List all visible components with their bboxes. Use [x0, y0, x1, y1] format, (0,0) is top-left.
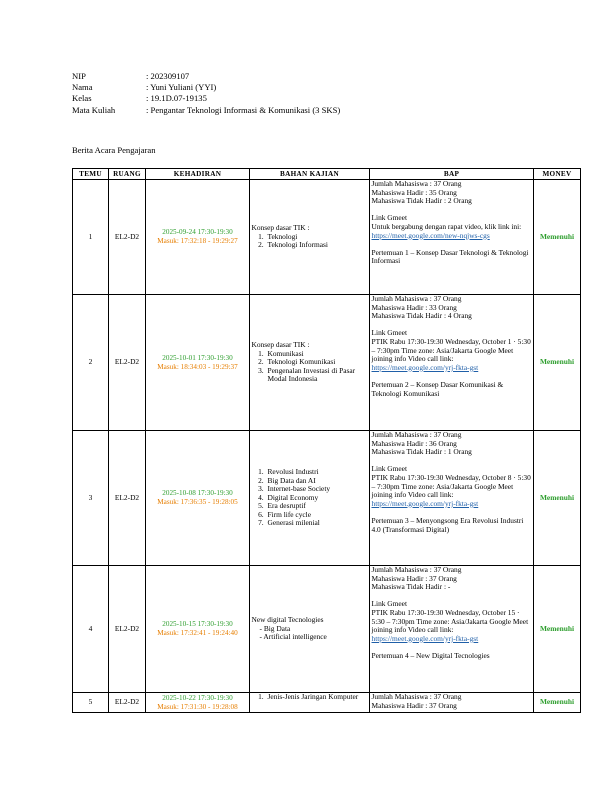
pertemuan-text: Pertemuan 4 – New Digital Tecnologies — [371, 650, 490, 660]
bap-cell — [370, 431, 534, 566]
bap-line: Mahasiswa Hadir : 36 Orang — [371, 438, 457, 448]
jadwal-text: 2025-09-24 17:30-19:30 — [162, 228, 233, 237]
bahan-intro: Konsep dasar TIK : — [251, 340, 310, 350]
monev-cell: Memenuhi — [534, 295, 581, 431]
bahan-kajian-cell — [250, 693, 370, 713]
bahan-kajian-cell — [250, 180, 370, 295]
bap-line: Jumlah Mahasiswa : 37 Orang — [371, 179, 462, 188]
list-item: 1. Teknologi — [266, 233, 368, 242]
nama-label: Nama — [72, 82, 93, 93]
table-row — [73, 693, 581, 713]
bahan-list — [252, 233, 368, 250]
list-item: 1. Revolusi Industri — [266, 468, 368, 477]
bap-line: Mahasiswa Hadir : 37 Orang — [371, 573, 457, 583]
link-description — [372, 223, 532, 240]
table-header-row — [73, 169, 581, 180]
link-desc-text: PTIK Rabu 17:30-19:30 Wednesday, October 15 · 5:30 – 7:30pm Time zone: Asia/Jakarta Google Meet joining info Video call link: — [371, 607, 529, 635]
header-temu: TEMU — [73, 169, 109, 180]
kelas-row — [72, 93, 340, 104]
link-description — [372, 609, 532, 643]
masuk-text: Masuk: 17:36:35 - 19:28:05 — [157, 498, 238, 506]
jadwal-text: 2025-10-08 17:30-19:30 — [162, 489, 233, 498]
bahan-list — [252, 693, 368, 702]
section-title: Berita Acara Pengajaran — [72, 145, 156, 155]
header-bap: BAP — [370, 169, 534, 180]
link-title: Link Gmeet — [371, 599, 408, 609]
list-item: - Artificial intelligence — [260, 633, 368, 642]
table-row — [73, 431, 581, 566]
link-description — [372, 474, 532, 508]
kelas-value: : 19.1D.07-19135 — [146, 93, 207, 104]
course-info — [72, 71, 340, 116]
link-title: Link Gmeet — [371, 328, 408, 338]
list-item: - Big Data — [260, 625, 368, 634]
link-desc-text: PTIK Rabu 17:30-19:30 Wednesday, October 1 · 5:30 – 7:30pm Time zone: Asia/Jakarta Google Meet joining info Video call link: — [371, 336, 531, 364]
bahan-kajian-cell — [250, 295, 370, 431]
table-row — [73, 566, 581, 693]
bap-line: Mahasiswa Tidak Hadir : 1 Orang — [371, 447, 472, 457]
list-item: 1. Jenis-Jenis Jaringan Komputer — [266, 693, 368, 702]
meet-link[interactable]: https://meet.google.com/yrj-fkta-gst — [371, 362, 479, 372]
link-title: Link Gmeet — [371, 213, 408, 223]
kehadiran-cell — [146, 180, 250, 295]
ruang-cell: EL2-D2 — [109, 180, 146, 295]
list-item: 3. Pengenalan Investasi di Pasar Modal Indonesia — [266, 367, 368, 384]
table-row — [73, 295, 581, 431]
nip-row — [72, 71, 340, 82]
masuk-text: Masuk: 17:31:30 - 19:28:08 — [157, 702, 238, 711]
header-ruang: RUANG — [109, 169, 146, 180]
link-desc-text: PTIK Rabu 17:30-19:30 Wednesday, October 8 · 5:30 – 7:30pm Time zone: Asia/Jakarta Google Meet joining info Video call link: — [371, 472, 531, 500]
bap-line: Jumlah Mahasiswa : 37 Orang — [371, 294, 462, 303]
bahan-kajian-cell — [250, 431, 370, 566]
monev-cell: Memenuhi — [534, 180, 581, 295]
jadwal-text: 2025-10-22 17:30-19:30 — [162, 693, 233, 702]
bap-line: Jumlah Mahasiswa : 37 Orang — [371, 565, 462, 574]
ruang-cell: EL2-D2 — [109, 693, 146, 713]
header-bahan-kajian: BAHAN KAJIAN — [250, 169, 370, 180]
mata-kuliah-row — [72, 105, 340, 116]
list-item: 5. Era desruptif — [266, 502, 368, 511]
kehadiran-cell — [146, 295, 250, 431]
header-monev: MONEV — [534, 169, 581, 180]
link-title: Link Gmeet — [371, 464, 408, 474]
bap-cell — [370, 566, 534, 693]
list-item: 3. Internet-base Society — [266, 485, 368, 494]
bahan-intro: New digital Tecnologies — [251, 615, 324, 625]
bap-line: Jumlah Mahasiswa : 37 Orang — [371, 692, 462, 701]
list-item: 6. Firm life cycle — [266, 511, 368, 520]
bap-table — [72, 168, 581, 713]
list-item: 4. Digital Economy — [266, 494, 368, 503]
nip-label: NIP — [72, 71, 86, 81]
bap-line: Jumlah Mahasiswa : 37 Orang — [371, 430, 462, 439]
ruang-cell: EL2-D2 — [109, 295, 146, 431]
nip-value: : 202309107 — [146, 71, 190, 81]
bahan-list — [252, 468, 368, 528]
bahan-intro: Konsep dasar TIK : — [251, 223, 310, 233]
bap-cell — [370, 693, 534, 713]
kehadiran-cell — [146, 566, 250, 693]
meet-link[interactable]: https://meet.google.com/yrj-fkta-gst — [371, 633, 479, 643]
monev-cell: Memenuhi — [534, 693, 581, 713]
pertemuan-text: Pertemuan 3 – Menyongsong Era Revolusi Industri 4.0 (Transformasi Digital) — [371, 515, 524, 534]
bap-line: Mahasiswa Hadir : 33 Orang — [371, 302, 457, 312]
kehadiran-cell — [146, 431, 250, 566]
kehadiran-cell — [146, 693, 250, 713]
ruang-cell: EL2-D2 — [109, 431, 146, 566]
temu-cell: 2 — [73, 295, 109, 431]
mata-kuliah-label: Mata Kuliah — [72, 104, 116, 115]
bap-cell — [370, 180, 534, 295]
masuk-text: Masuk: 17:32:18 - 19:29:27 — [157, 237, 238, 245]
temu-cell: 4 — [73, 566, 109, 693]
jadwal-text: 2025-10-01 17:30-19:30 — [162, 353, 233, 362]
bap-line: Mahasiswa Hadir : 35 Orang — [371, 187, 457, 197]
monev-cell: Memenuhi — [534, 431, 581, 566]
monev-cell: Memenuhi — [534, 566, 581, 693]
bahan-list — [252, 350, 368, 384]
meet-link[interactable]: https://meet.google.com/new-nqjws-cgs — [371, 230, 490, 240]
meet-link[interactable]: https://meet.google.com/yrj-fkta-gst — [371, 498, 479, 508]
nama-value: : Yuni Yuliani (YYI) — [146, 82, 217, 93]
pertemuan-text: Pertemuan 1 – Konsep Dasar Teknologi & Teknologi Informasi — [371, 247, 529, 266]
kelas-label: Kelas — [72, 93, 92, 104]
list-item: 1. Komunikasi — [266, 350, 368, 359]
list-item: 2. Big Data dan AI — [266, 477, 368, 486]
temu-cell: 5 — [73, 693, 109, 713]
masuk-text: Masuk: 17:32:41 - 19:24:40 — [157, 629, 238, 637]
link-desc-text: Untuk bergabung dengan rapat video, klik link ini: — [371, 221, 522, 231]
mata-kuliah-value: : Pengantar Teknologi Informasi & Komunikasi (3 SKS) — [146, 104, 341, 115]
bap-line: Mahasiswa Tidak Hadir : 2 Orang — [371, 196, 472, 206]
temu-cell: 1 — [73, 180, 109, 295]
ruang-cell: EL2-D2 — [109, 566, 146, 693]
list-item: 2. Teknologi Komunikasi — [266, 358, 368, 367]
masuk-text: Masuk: 18:34:03 - 19:29:37 — [157, 362, 238, 371]
list-item: 2. Teknologi Informasi — [266, 241, 368, 250]
bahan-kajian-cell — [250, 566, 370, 693]
table-row — [73, 180, 581, 295]
bap-line: Mahasiswa Hadir : 37 Orang — [371, 700, 457, 710]
bap-cell — [370, 295, 534, 431]
jadwal-text: 2025-10-15 17:30-19:30 — [162, 620, 233, 629]
nama-row — [72, 82, 340, 93]
bap-line: Mahasiswa Tidak Hadir : 4 Orang — [371, 311, 472, 321]
bap-line: Mahasiswa Tidak Hadir : - — [371, 582, 451, 592]
link-description — [372, 338, 532, 372]
pertemuan-text: Pertemuan 2 – Konsep Dasar Komunikasi & Teknologi Komunikasi — [371, 379, 504, 398]
bahan-list — [252, 625, 368, 642]
header-kehadiran: KEHADIRAN — [146, 169, 250, 180]
list-item: 7. Generasi milenial — [266, 519, 368, 528]
temu-cell: 3 — [73, 431, 109, 566]
